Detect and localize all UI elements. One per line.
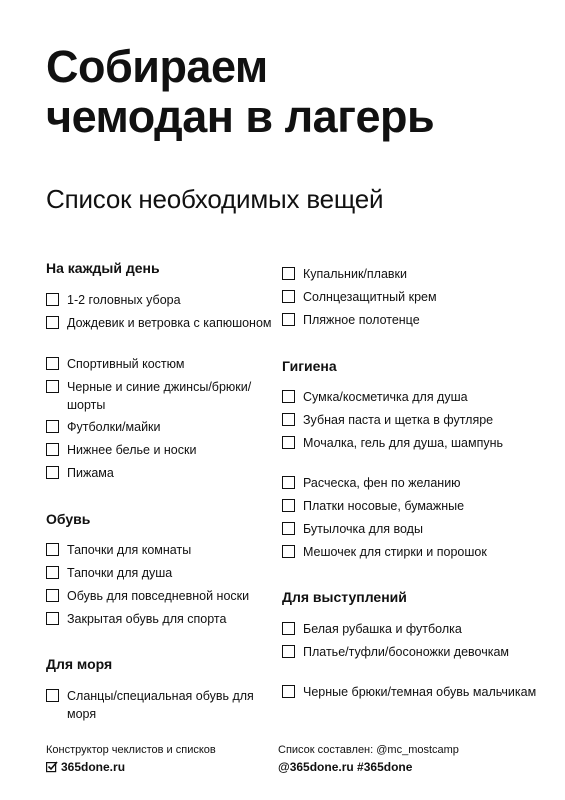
footer-left (46, 742, 216, 776)
section-heading-hygiene: Гигиена (282, 358, 337, 374)
checklist-item[interactable] (46, 587, 282, 605)
footer-author: Список составлен: @mc_mostcamp (278, 744, 459, 756)
checkbox[interactable] (282, 499, 295, 512)
item-label: Обувь для повседневной носки (67, 589, 250, 603)
checklist-item[interactable] (282, 543, 537, 561)
footer-caption: Конструктор чеклистов и списков (46, 744, 216, 756)
checkbox[interactable] (46, 420, 59, 433)
item-label: Солнцезащитный крем (303, 290, 437, 304)
checkbox[interactable] (282, 313, 295, 326)
checkbox[interactable] (46, 566, 59, 579)
item-label: Сумка/косметичка для душа (303, 390, 468, 404)
checkbox[interactable] (46, 316, 59, 329)
item-label: Сланцы/специальная обувь для моря (67, 689, 254, 721)
item-label: Платье/туфли/босоножки девочкам (303, 645, 510, 659)
item-label: Тапочки для душа (67, 566, 173, 580)
section-heading-everyday: На каждый день (46, 260, 160, 276)
item-label: Нижнее белье и носки (67, 443, 197, 457)
checklist-item[interactable] (282, 288, 537, 306)
checklist-item[interactable] (46, 418, 282, 436)
item-label: Мешочек для стирки и порошок (303, 545, 487, 559)
item-label: Закрытая обувь для спорта (67, 612, 227, 626)
title-line-2: чемодан в лагерь (46, 91, 435, 142)
checklist-item[interactable] (46, 687, 282, 723)
footer-site-text: 365done.ru (61, 760, 126, 774)
checkbox[interactable] (46, 689, 59, 702)
checkbox[interactable] (46, 293, 59, 306)
checklist-item[interactable] (282, 434, 537, 452)
checklist-item[interactable] (282, 683, 537, 701)
checklist-item[interactable] (46, 314, 282, 332)
checkbox[interactable] (46, 443, 59, 456)
item-label: Бутылочка для воды (303, 522, 423, 536)
checkbox[interactable] (46, 543, 59, 556)
footer-tags: @365done.ru #365done (278, 760, 413, 774)
checklist-item[interactable] (282, 265, 537, 283)
checklist-item[interactable] (282, 643, 537, 661)
item-label: Белая рубашка и футболка (303, 622, 462, 636)
item-label: Платки носовые, бумажные (303, 499, 465, 513)
checkbox[interactable] (46, 589, 59, 602)
item-label: Зубная паста и щетка в футляре (303, 413, 494, 427)
item-label: Футболки/майки (67, 420, 161, 434)
checkbox[interactable] (46, 380, 59, 393)
title-line-1: Собираем (46, 41, 268, 92)
checklist-item[interactable] (46, 610, 282, 628)
page-subtitle: Список необходимых вещей (46, 184, 384, 214)
section-heading-sea: Для моря (46, 656, 113, 672)
page-title (46, 42, 434, 142)
checklist-item[interactable] (282, 411, 537, 429)
checklist-item[interactable] (46, 541, 282, 559)
checkbox[interactable] (46, 466, 59, 479)
item-label: Пижама (67, 466, 114, 480)
checklist-item[interactable] (46, 378, 282, 414)
checklist-item[interactable] (282, 474, 537, 492)
checklist-item[interactable] (282, 388, 537, 406)
checkbox[interactable] (282, 522, 295, 535)
item-label: Черные и синие джинсы/брюки/ шорты (67, 380, 252, 412)
checkbox[interactable] (282, 645, 295, 658)
checklist-item[interactable] (282, 620, 537, 638)
checklist-item[interactable] (282, 497, 537, 515)
checkbox-checked-icon (46, 761, 58, 773)
item-label: Расческа, фен по желанию (303, 476, 461, 490)
checkbox[interactable] (46, 612, 59, 625)
item-label: Мочалка, гель для душа, шампунь (303, 436, 504, 450)
item-label: 1-2 головных убора (67, 293, 181, 307)
footer-site-link[interactable] (46, 758, 216, 776)
checkbox[interactable] (282, 267, 295, 280)
checkbox[interactable] (282, 622, 295, 635)
item-label: Черные брюки/темная обувь мальчикам (303, 685, 537, 699)
checklist-item[interactable] (282, 520, 537, 538)
checklist-item[interactable] (46, 355, 282, 373)
checkbox[interactable] (282, 413, 295, 426)
checklist-item[interactable] (46, 464, 282, 482)
checklist-item[interactable] (282, 311, 537, 329)
checklist-item[interactable] (46, 441, 282, 459)
checkbox[interactable] (46, 357, 59, 370)
section-heading-performances: Для выступлений (282, 589, 407, 605)
item-label: Дождевик и ветровка с капюшоном (67, 316, 272, 330)
checklist-item[interactable] (46, 564, 282, 582)
item-label: Пляжное полотенце (303, 313, 420, 327)
item-label: Спортивный костюм (67, 357, 185, 371)
checkbox[interactable] (282, 290, 295, 303)
item-label: Купальник/плавки (303, 267, 407, 281)
checkbox[interactable] (282, 436, 295, 449)
checklist-item[interactable] (46, 291, 282, 309)
footer-right (278, 742, 459, 776)
checkbox[interactable] (282, 545, 295, 558)
checkbox[interactable] (282, 390, 295, 403)
section-heading-shoes: Обувь (46, 511, 91, 527)
item-label: Тапочки для комнаты (67, 543, 192, 557)
checkbox[interactable] (282, 476, 295, 489)
checkbox[interactable] (282, 685, 295, 698)
